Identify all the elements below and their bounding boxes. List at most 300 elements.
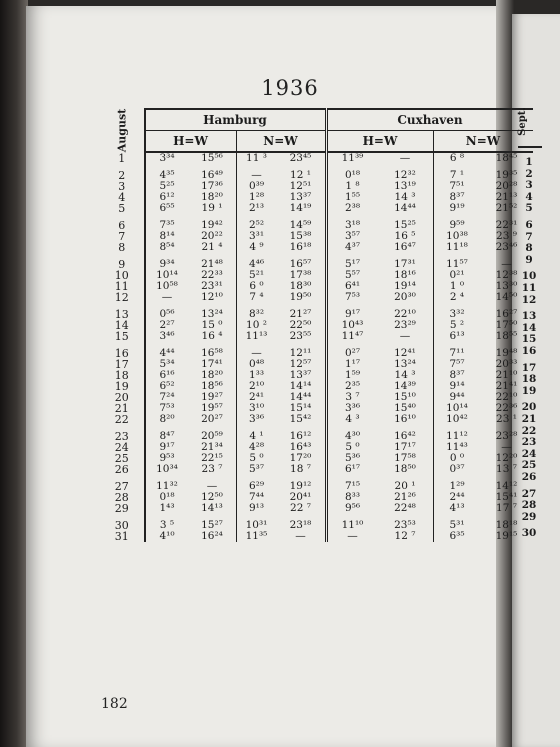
- tide-time-cell: 5²⁵: [159, 180, 175, 192]
- tide-time-cell: 7⁵³: [326, 292, 378, 303]
- tide-time-cell: 4¹⁰: [159, 530, 175, 542]
- day-number: 31: [100, 531, 145, 542]
- tide-time-cell: 13 ⁷: [496, 463, 517, 475]
- tide-time-cell: 15 ⁰: [201, 319, 223, 331]
- tide-time-cell: 20³⁰: [394, 291, 416, 303]
- tide-time-cell: 4 ⁹: [236, 242, 277, 253]
- tide-time-cell: 11⁴³: [433, 442, 481, 453]
- tide-time-cell: 23 ⁹: [496, 230, 517, 242]
- next-page-rule: [518, 146, 542, 148]
- tide-time-cell: 19 ¹: [201, 202, 223, 214]
- location-cuxhaven: Cuxhaven: [326, 109, 533, 131]
- tide-time-cell: 20²⁸: [495, 180, 518, 192]
- tide-time-cell: 14¹⁴: [289, 380, 312, 392]
- next-page-day-number: 29: [521, 510, 537, 523]
- tide-time-cell: —: [295, 530, 306, 542]
- tide-time-cell: 3³⁴: [159, 152, 175, 164]
- tide-time-cell: 16²⁷: [495, 308, 518, 320]
- tide-time-cell: 7 ⁴: [236, 292, 277, 303]
- tide-time-cell: 3 ⁵: [159, 519, 175, 531]
- tide-time-cell: 16⁴²: [394, 430, 416, 442]
- next-page-day-number: 20: [521, 401, 537, 414]
- month-label: August: [115, 108, 129, 152]
- tide-time-cell: 16¹⁸: [289, 241, 312, 253]
- sub-cuxhaven-high: H=W: [326, 131, 433, 153]
- tide-time-cell: 5 ²: [433, 320, 481, 331]
- tide-time-cell: 21²⁷: [289, 308, 312, 320]
- tide-time-cell: 5⁵⁷: [326, 270, 378, 281]
- next-page-day-number: 13: [521, 310, 537, 323]
- next-page-day-number: 1: [525, 156, 533, 168]
- tide-time-cell: 16⁴⁹: [201, 169, 223, 181]
- next-page-day-number: 15: [521, 333, 537, 346]
- tide-time-cell: 13²⁴: [201, 308, 223, 320]
- next-page-day-number: 4: [525, 190, 533, 203]
- tide-time-cell: 19⁴²: [201, 219, 223, 231]
- tide-time-cell: 14¹³: [201, 502, 223, 514]
- tide-time-cell: 9¹³: [236, 503, 277, 514]
- tide-time-cell: 8²⁰: [159, 413, 175, 425]
- tide-time-cell: 11⁵⁷: [433, 259, 481, 270]
- day-number: 4: [100, 192, 145, 203]
- tide-time-cell: 19⁴⁸: [495, 347, 518, 359]
- tide-time-cell: 1⁵⁵: [326, 192, 378, 203]
- day-number: 25: [100, 453, 145, 464]
- tide-time-cell: 16¹⁰: [394, 413, 416, 425]
- next-page-day-number: 3: [525, 179, 533, 192]
- tide-time-cell: 3⁵⁷: [326, 231, 378, 242]
- tide-time-cell: 22³⁶: [495, 402, 518, 414]
- tide-time-cell: 11¹⁰: [326, 520, 378, 531]
- tide-time-cell: 22 ⁷: [290, 502, 311, 514]
- next-page-day-number: 6: [525, 219, 533, 231]
- tide-time-cell: 19⁵⁷: [201, 402, 223, 414]
- day-number: 22: [100, 414, 145, 425]
- tide-time-cell: 9⁵³: [159, 452, 175, 464]
- next-page-day-number: 12: [521, 293, 537, 306]
- tide-time-cell: 1⁴³: [159, 502, 175, 514]
- table-row: [100, 203, 533, 214]
- tide-time-cell: 11⁴⁷: [326, 331, 378, 342]
- tide-time-cell: 7¹¹: [433, 348, 481, 359]
- tide-time-cell: 9¹⁹: [433, 203, 481, 214]
- tide-time-cell: 0³⁹: [236, 181, 277, 192]
- tide-time-cell: 19³⁵: [495, 169, 518, 181]
- next-month-label-box: [518, 102, 534, 142]
- tide-time-cell: 7⁵³: [159, 402, 175, 414]
- day-number: 8: [100, 242, 145, 253]
- tide-time-cell: 0¹⁸: [159, 491, 175, 503]
- tide-time-cell: 19⁵⁰: [289, 291, 312, 303]
- tide-time-cell: 3¹⁸: [326, 220, 378, 231]
- tide-time-cell: 13³⁰: [495, 280, 518, 292]
- tide-time-cell: 7²⁴: [159, 391, 175, 403]
- tide-time-cell: 0⁴⁸: [236, 359, 277, 370]
- tide-time-cell: 14⁵⁰: [495, 291, 518, 303]
- tide-time-cell: 20⁴¹: [289, 491, 312, 503]
- tide-time-cell: 0³⁷: [433, 464, 481, 475]
- tide-time-cell: 4³⁵: [159, 169, 175, 181]
- tide-time-cell: 4²⁸: [236, 442, 277, 453]
- tide-time-cell: 15⁵⁶: [201, 152, 223, 164]
- next-page-day-number: 28: [521, 499, 537, 512]
- day-number: 9: [100, 259, 145, 270]
- tide-time-cell: 12¹⁰: [201, 291, 223, 303]
- tide-time-cell: 23⁴⁶: [495, 241, 518, 253]
- next-page-day-number: 24: [521, 447, 537, 460]
- day-number: 5: [100, 203, 145, 214]
- tide-time-cell: 11³²: [156, 480, 178, 492]
- tide-time-cell: 16⁴³: [289, 441, 312, 453]
- tide-time-cell: 0²⁷: [326, 348, 378, 359]
- tide-time-cell: —: [206, 480, 218, 492]
- tide-time-cell: 1²⁸: [236, 192, 277, 203]
- tide-time-cell: 17¹⁷: [394, 441, 416, 453]
- tide-time-cell: 8³²: [236, 309, 277, 320]
- month-label-cell: [100, 109, 145, 152]
- tide-time-cell: 23⁵⁵: [289, 330, 312, 342]
- next-page-day-number: 22: [521, 424, 537, 437]
- tide-time-cell: 12⁵⁰: [201, 491, 223, 503]
- tide-time-cell: 23²⁸: [495, 430, 518, 442]
- tide-time-cell: 19²⁷: [201, 391, 223, 403]
- tide-time-cell: 18³⁰: [289, 280, 312, 292]
- page-year-heading: 1936: [261, 76, 319, 100]
- tide-time-cell: 17⁵⁸: [394, 452, 416, 464]
- tide-time-cell: 8⁴⁷: [159, 430, 175, 442]
- tide-table: [100, 108, 533, 542]
- tide-time-cell: 10³¹: [236, 520, 277, 531]
- tide-time-cell: 16⁵⁸: [201, 347, 223, 359]
- tide-time-cell: 16⁵⁷: [289, 258, 312, 270]
- tide-time-cell: 4³⁷: [326, 242, 378, 253]
- tide-time-cell: 23 ⁷: [201, 463, 223, 475]
- next-page-day-number: 10: [521, 270, 537, 283]
- tide-time-cell: 5 ⁰: [326, 442, 378, 453]
- tide-time-cell: 12⁴¹: [394, 347, 416, 359]
- day-number: 26: [100, 464, 145, 475]
- tide-time-cell: 6³⁵: [433, 531, 481, 542]
- day-number: 7: [100, 231, 145, 242]
- tide-time-cell: 22⁴⁸: [394, 502, 416, 514]
- tide-time-cell: 9³⁴: [159, 258, 175, 270]
- tide-time-cell: 3⁴⁶: [159, 330, 175, 342]
- tide-time-cell: 19¹⁵: [495, 530, 518, 542]
- tide-time-cell: 10⁴²: [433, 414, 481, 425]
- next-page-day-number: 8: [525, 242, 533, 255]
- tide-time-cell: 14⁴⁴: [289, 391, 312, 403]
- day-number: 16: [100, 348, 145, 359]
- tide-time-cell: 6¹²: [159, 191, 175, 203]
- tide-time-cell: 10⁵⁸: [156, 280, 178, 292]
- next-page-day-number: 19: [521, 384, 537, 397]
- tide-time-cell: 15³⁸: [289, 230, 312, 242]
- tide-time-cell: 4⁴⁶: [236, 259, 277, 270]
- tide-time-cell: 20²²: [201, 230, 223, 242]
- tide-time-cell: 14⁴⁴: [394, 202, 416, 214]
- tide-time-cell: 14¹⁹: [289, 202, 312, 214]
- tide-time-cell: 16 ⁴: [201, 330, 223, 342]
- tide-time-cell: 2¹⁰: [236, 381, 277, 392]
- tide-time-cell: 15⁴⁰: [394, 402, 416, 414]
- tide-time-cell: 9⁵⁶: [326, 503, 378, 514]
- tide-time-cell: 5³⁴: [159, 358, 175, 370]
- tide-time-cell: 13³⁷: [289, 369, 312, 381]
- next-page-day-number: 7: [525, 230, 533, 243]
- tide-time-cell: 1⁵⁹: [326, 370, 378, 381]
- tide-time-cell: 11¹²: [433, 431, 481, 442]
- day-number: 21: [100, 403, 145, 414]
- tide-time-cell: 15¹⁴: [289, 402, 312, 414]
- tide-time-cell: 5¹⁷: [326, 259, 378, 270]
- table-row: [100, 242, 533, 253]
- tide-time-cell: —: [161, 291, 173, 303]
- tide-time-cell: 14 ³: [394, 369, 416, 381]
- tide-time-cell: 14³⁹: [394, 380, 416, 392]
- tide-time-cell: 22¹⁰: [495, 391, 518, 403]
- tide-time-cell: 6¹⁶: [159, 369, 175, 381]
- tide-time-cell: 21²⁶: [394, 491, 416, 503]
- tide-time-cell: 23⁴⁵: [289, 152, 312, 164]
- page-number: 182: [101, 696, 128, 712]
- tide-time-cell: 21⁵²: [495, 202, 518, 214]
- tide-time-cell: 4 ¹: [236, 431, 277, 442]
- tide-time-cell: —: [399, 330, 411, 342]
- tide-time-cell: —: [501, 441, 512, 453]
- day-number: 1: [100, 152, 145, 164]
- tide-time-cell: 12⁵⁷: [289, 358, 312, 370]
- tide-time-cell: 10¹⁴: [156, 269, 178, 281]
- tide-time-cell: 20²⁷: [201, 413, 223, 425]
- tide-time-cell: 18²⁰: [201, 191, 223, 203]
- tide-time-cell: 1 ⁸: [326, 181, 378, 192]
- tide-time-cell: 22³¹: [495, 219, 518, 231]
- tide-time-cell: 19¹²: [289, 480, 312, 492]
- tide-time-cell: 22³³: [201, 269, 223, 281]
- next-page-day-number: 9: [525, 253, 533, 266]
- tide-time-cell: 23 ¹: [496, 413, 517, 425]
- tide-time-cell: 11¹³: [236, 331, 277, 342]
- tide-time-cell: 2³⁸: [326, 203, 378, 214]
- tide-time-cell: 5²¹: [236, 270, 277, 281]
- tide-time-cell: 12¹¹: [289, 347, 312, 359]
- tide-time-cell: 3³⁶: [236, 414, 277, 425]
- tide-time-cell: 18⁵⁰: [394, 463, 416, 475]
- tide-time-cell: 3³²: [433, 309, 481, 320]
- tide-time-cell: 11³⁵: [236, 531, 277, 542]
- tide-time-cell: 21³⁴: [201, 441, 223, 453]
- table-row: [100, 531, 533, 542]
- tide-time-cell: 1¹⁷: [326, 359, 378, 370]
- table-row: [100, 292, 533, 303]
- tide-time-cell: 9¹⁷: [159, 441, 175, 453]
- table-row: [100, 331, 533, 342]
- tide-time-cell: 6²⁹: [236, 481, 277, 492]
- day-number: 27: [100, 481, 145, 492]
- tide-time-cell: 17³¹: [394, 258, 416, 270]
- tide-time-cell: 9¹⁷: [326, 309, 378, 320]
- sub-hamburg-high: H=W: [145, 131, 237, 153]
- tide-time-cell: 7⁴⁴: [236, 492, 277, 503]
- tide-time-cell: 16 ⁵: [394, 230, 416, 242]
- tide-time-cell: 13²⁴: [394, 358, 416, 370]
- tide-time-cell: 8³⁷: [433, 192, 481, 203]
- tide-time-cell: 6 ⁰: [236, 281, 277, 292]
- tide-time-cell: 1²⁹: [433, 481, 481, 492]
- tide-time-cell: 3 ⁷: [326, 392, 378, 403]
- tide-time-cell: 3³⁶: [326, 403, 378, 414]
- tide-time-cell: 13³⁷: [289, 191, 312, 203]
- tide-time-cell: 22¹⁵: [201, 452, 223, 464]
- day-number: 30: [100, 520, 145, 531]
- tide-time-cell: 16¹²: [289, 430, 312, 442]
- header-location-row: [100, 109, 533, 131]
- tide-time-cell: 12⁵¹: [289, 180, 312, 192]
- tide-time-cell: 17⁴¹: [201, 358, 223, 370]
- tide-time-cell: 16⁴⁷: [394, 241, 416, 253]
- tide-time-cell: —: [399, 152, 411, 164]
- tide-time-cell: 0¹⁸: [326, 170, 378, 181]
- tide-time-cell: 3³¹: [236, 231, 277, 242]
- next-month-label: Sept.: [516, 107, 528, 136]
- day-number: 3: [100, 181, 145, 192]
- tide-time-cell: 8¹⁴: [159, 230, 175, 242]
- tide-time-cell: 18⁵⁵: [495, 330, 518, 342]
- day-number: 10: [100, 270, 145, 281]
- next-page-day-number: 2: [525, 167, 533, 180]
- tide-time-cell: 19¹⁴: [394, 280, 416, 292]
- tide-time-cell: 5³¹: [433, 520, 481, 531]
- day-number: 6: [100, 220, 145, 231]
- day-number: 12: [100, 292, 145, 303]
- sub-cuxhaven-low: N=W: [433, 131, 533, 153]
- tide-time-cell: 8³⁷: [433, 370, 481, 381]
- tide-time-cell: 12 ¹: [290, 169, 311, 181]
- tide-time-cell: 18⁴⁵: [495, 152, 518, 164]
- header-sub-row: [100, 131, 533, 153]
- tide-time-cell: 18 ⁷: [290, 463, 311, 475]
- tide-time-cell: 23¹⁸: [289, 519, 312, 531]
- tide-time-cell: 13¹⁹: [394, 180, 416, 192]
- tide-time-cell: 12³⁸: [495, 269, 518, 281]
- tide-time-cell: 17³⁸: [289, 269, 312, 281]
- tide-time-cell: 10 ²: [236, 320, 277, 331]
- tide-time-cell: 2⁴¹: [236, 392, 277, 403]
- tide-time-cell: 9⁵⁹: [433, 220, 481, 231]
- next-page-day-number: 14: [521, 321, 537, 334]
- tide-time-cell: 11 ³: [236, 152, 277, 164]
- day-number: 29: [100, 503, 145, 514]
- day-number: 15: [100, 331, 145, 342]
- tide-time-cell: 7⁵⁷: [433, 359, 481, 370]
- tide-time-cell: 4 ³: [326, 414, 378, 425]
- tide-time-cell: 6¹⁷: [326, 464, 378, 475]
- tide-time-cell: 7 ¹: [433, 170, 481, 181]
- tide-time-cell: 0²¹: [433, 270, 481, 281]
- table-row: [100, 152, 533, 164]
- tide-time-cell: 20 ¹: [394, 480, 416, 492]
- tide-time-cell: 17²⁰: [289, 452, 312, 464]
- tide-time-cell: 9¹⁴: [433, 381, 481, 392]
- tide-time-cell: 21⁴⁸: [201, 258, 223, 270]
- day-number: 20: [100, 392, 145, 403]
- table-row: [100, 503, 533, 514]
- tide-time-cell: 4⁴⁴: [159, 347, 175, 359]
- day-number: 28: [100, 492, 145, 503]
- tide-time-cell: 12²⁰: [495, 452, 518, 464]
- tide-time-cell: 17³⁶: [201, 180, 223, 192]
- tide-time-cell: 22¹⁰: [394, 308, 416, 320]
- tide-time-cell: 14⁵⁹: [289, 219, 312, 231]
- tide-time-cell: 10⁴³: [326, 320, 378, 331]
- tide-time-cell: 7⁵¹: [433, 181, 481, 192]
- tide-time-cell: 4¹³: [433, 503, 481, 514]
- table-row: [100, 464, 533, 475]
- tide-time-cell: 18⁵⁶: [201, 380, 223, 392]
- day-number: 24: [100, 442, 145, 453]
- tide-time-cell: —: [501, 258, 512, 270]
- tide-time-cell: 10³⁴: [156, 463, 178, 475]
- tide-time-cell: 16²⁴: [201, 530, 223, 542]
- tide-time-cell: 22⁵⁰: [289, 319, 312, 331]
- tide-time-cell: —: [236, 348, 277, 359]
- sub-hamburg-low: N=W: [236, 131, 326, 153]
- table-row: [100, 414, 533, 425]
- tide-time-cell: 21¹⁰: [495, 369, 518, 381]
- tide-time-cell: 18¹⁶: [394, 269, 416, 281]
- tide-time-cell: 2³⁵: [326, 381, 378, 392]
- tide-time-cell: 6¹³: [433, 331, 481, 342]
- next-page-day-number: 16: [521, 345, 537, 357]
- location-hamburg: Hamburg: [145, 109, 327, 131]
- tide-time-cell: 14¹²: [495, 480, 518, 492]
- tide-time-cell: 5 ⁰: [236, 453, 277, 464]
- day-number: 13: [100, 309, 145, 320]
- tide-time-cell: 6 ⁸: [433, 152, 481, 164]
- tide-time-cell: 10¹⁴: [433, 403, 481, 414]
- tide-time-cell: 2¹³: [236, 203, 277, 214]
- tide-time-cell: 20⁵⁹: [201, 430, 223, 442]
- tide-time-cell: 12 ⁷: [394, 530, 416, 542]
- tide-time-cell: 9⁴⁴: [433, 392, 481, 403]
- tide-time-cell: 15²⁵: [394, 219, 416, 231]
- tide-time-cell: —: [326, 531, 378, 542]
- tide-time-cell: 18²⁰: [201, 369, 223, 381]
- tide-time-cell: 14 ³: [394, 191, 416, 203]
- day-number: 14: [100, 320, 145, 331]
- next-page-day-number: 23: [521, 436, 537, 449]
- book-spine: [0, 0, 28, 747]
- day-number: 2: [100, 170, 145, 181]
- tide-time-cell: 6⁵²: [159, 380, 175, 392]
- tide-time-cell: 21 ⁴: [201, 241, 223, 253]
- next-page-day-number: 27: [521, 487, 537, 500]
- next-page-day-number: 5: [525, 202, 533, 215]
- next-page-day-number: 21: [521, 413, 537, 425]
- tide-time-cell: 4³⁰: [326, 431, 378, 442]
- tide-time-cell: 23³¹: [201, 280, 223, 292]
- tide-time-cell: 2⁴⁴: [433, 492, 481, 503]
- tide-time-cell: 3¹⁰: [236, 403, 277, 414]
- tide-time-cell: 20³³: [495, 358, 518, 370]
- tide-time-cell: 5³⁷: [236, 464, 277, 475]
- tide-time-cell: 2 ⁴: [433, 292, 481, 303]
- tide-time-cell: 12³²: [394, 169, 416, 181]
- next-page-day-number: 11: [521, 282, 537, 294]
- day-number: 17: [100, 359, 145, 370]
- day-number: 23: [100, 431, 145, 442]
- next-page-day-number: 26: [521, 471, 537, 483]
